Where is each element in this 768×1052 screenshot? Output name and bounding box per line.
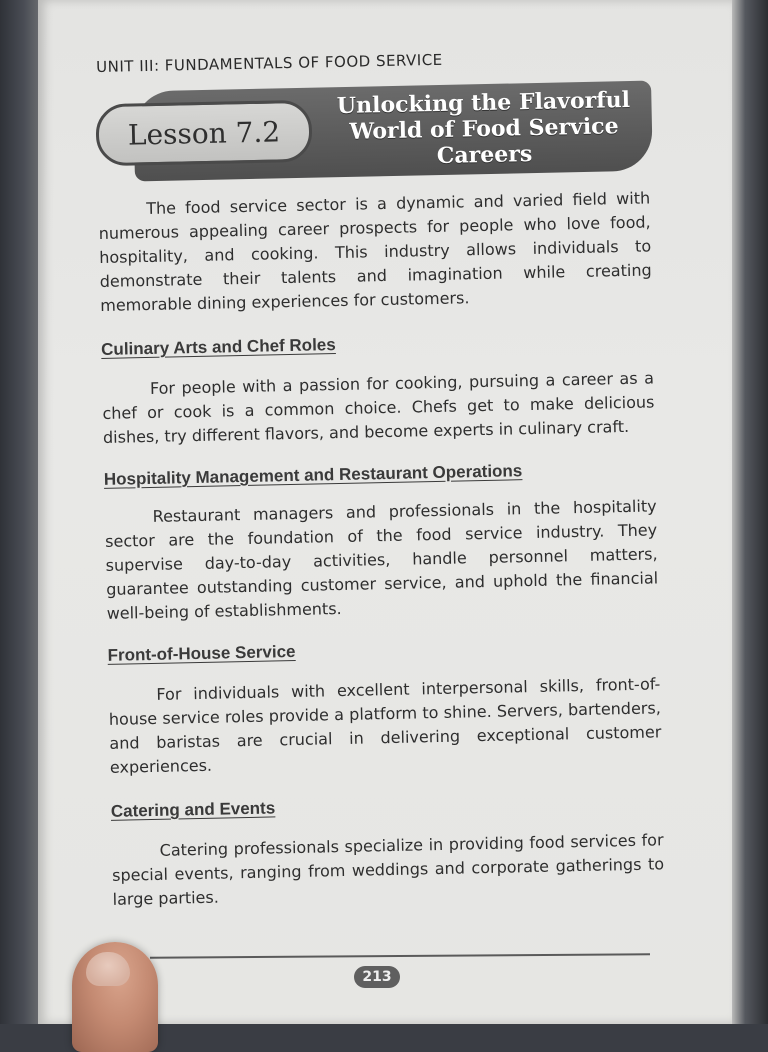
book-page [38, 0, 732, 1024]
section-text-hospitality: Restaurant managers and professionals in the hospitality sector are the foundation of the food service industry. They supervise day-to-day activities, handle personnel matters, guarantee outstanding customer service, and uphold the financial well-being of establishments. [104, 496, 659, 623]
page-stack-edge [730, 0, 768, 1024]
page-number: 213 [354, 966, 400, 988]
section-heading-catering: Catering and Events [110, 798, 276, 821]
lesson-title-line: World of Food Service [349, 113, 619, 145]
thumb-holding-page [72, 942, 158, 1052]
lesson-title-line: Careers [436, 140, 533, 169]
footer-rule [150, 953, 650, 958]
section-text-culinary: For people with a passion for cooking, pursuing a career as a chef or cook is a common choice. Chefs get to make delicious dishes, try different flavors, and become experts in culinary craft. [102, 368, 655, 447]
lesson-banner [94, 86, 654, 178]
section-text-front-of-house: For individuals with excellent interpersonal skills, front-of-house service roles provide a platform to shine. Servers, bartenders, and baristas are crucial in delivering exceptional customer experiences. [108, 674, 662, 777]
unit-header: UNIT III: FUNDAMENTALS OF FOOD SERVICE [96, 50, 443, 76]
lesson-title-line: Unlocking the Flavorful [336, 86, 631, 120]
thumbnail-icon [86, 952, 130, 986]
section-heading-hospitality: Hospitality Management and Restaurant Operations [103, 461, 523, 489]
section-heading-front-of-house: Front-of-House Service [107, 641, 296, 665]
section-heading-culinary: Culinary Arts and Chef Roles [100, 335, 336, 359]
lesson-label: Lesson 7.2 [127, 114, 281, 152]
lesson-content [98, 186, 665, 911]
book-spine-shadow [0, 0, 40, 1024]
section-text-catering: Catering professionals specialize in providing food services for special events, ranging from weddings and corporate gatherings to large parties. [111, 830, 665, 909]
lesson-label-pill [95, 100, 312, 167]
intro-paragraph: The food service sector is a dynamic and varied field with numerous appealing career prospects for people who love food, hospitality, and cooking. This industry allows individuals to demonstrate their talents and imagination while creating memorable dining experiences for customers. [98, 188, 652, 315]
lesson-title [318, 87, 650, 172]
